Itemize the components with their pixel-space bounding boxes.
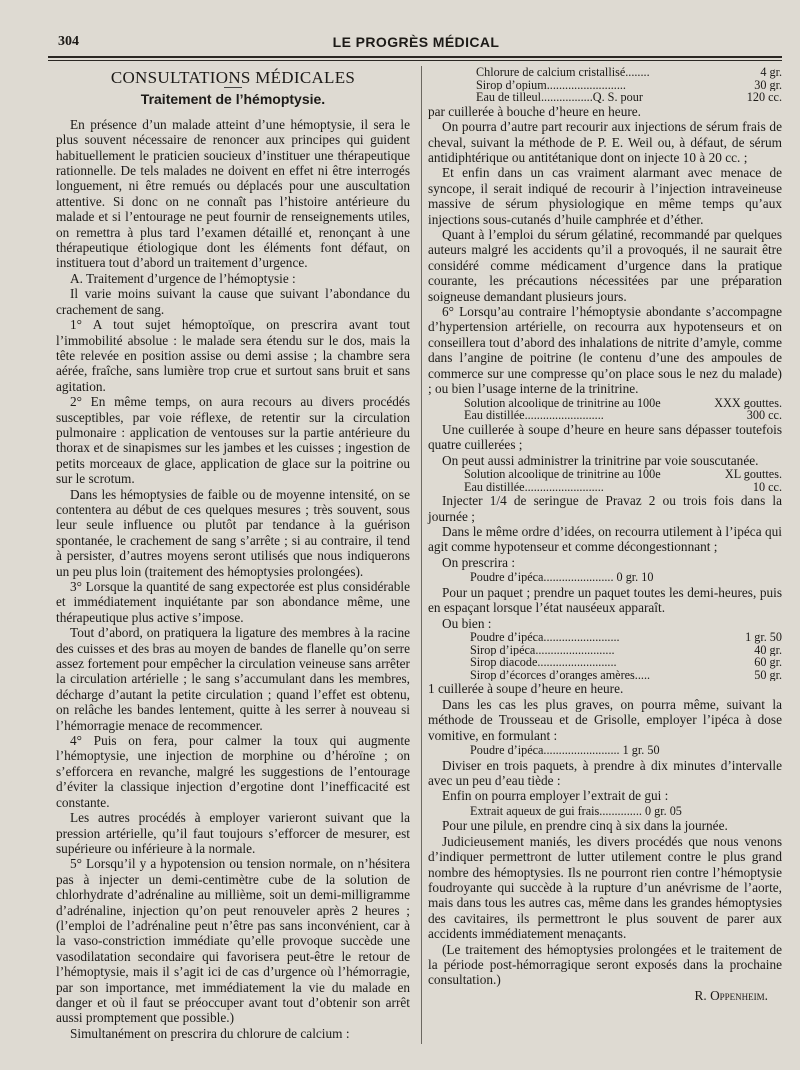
paragraph: Diviser en trois paquets, à prendre à dix minutes d’intervalle avec un peu d’eau tiède : bbox=[428, 757, 782, 788]
header-rule-thin bbox=[48, 60, 782, 61]
prescription-block bbox=[470, 631, 782, 681]
paragraph: Et enfin dans un cas vraiment alarmant avec menace de syncope, il serait indiqué de recourir à l’injection intraveineuse massive de sérum physiologique en même temps qu’aux injections sous-cutanés d’huile camphrée et d’éther. bbox=[428, 165, 782, 227]
prescription-line: Poudre d’ipéca......................... 1 gr. 50 bbox=[470, 742, 660, 757]
section-title: CONSULTATIONS MÉDICALES bbox=[110, 68, 356, 87]
prescription-line: Sirop d’opium.......................... 30 gr. bbox=[476, 78, 782, 92]
paragraph: Enfin on pourra employer l’extrait de gui : bbox=[442, 788, 669, 804]
paragraph: 6° Lorsqu’au contraire l’hémoptysie abondante s’accompagne d’hypertension artérielle, on recourra aux hypotenseurs et on conseillera tout d’abord des inhalations de nitrite d’amyle, comme dans l’angine de poitrine (le contenu d’une des ampoules de commerce sur une compresse qu’on place sous le nez du malade) ; ou bien l’usage interne de la trinitrine. bbox=[428, 304, 782, 397]
prescription-line: Poudre d’ipéca......................... 1 gr. 50 bbox=[470, 630, 782, 644]
paragraph: Tout d’abord, on pratiquera la ligature des membres à la racine des cuisses et des bras au moyen de bandes de flanelle qu’on serre assez fortement pour empêcher la circulation veineuse sans arrêter la circulation artérielle ; le sang s’accumulant dans les membres, décharge d’autant la petite circulation ; quand l’effet est obtenu, on relâche les bandes lentement, quitte à les serrer à nouveau si l’hémorragie menace de recommencer. bbox=[56, 625, 410, 733]
prescription-block bbox=[464, 468, 782, 493]
title-rule bbox=[224, 87, 242, 88]
paragraph: Pour un paquet ; prendre un paquet toutes les demi-heures, puis en espaçant lorsque l’état nauséeux apparaît. bbox=[428, 584, 782, 616]
paragraph: Dans le même ordre d’idées, on recourra utilement à l’ipéca qui agit comme hypotenseur et comme décongestionnant ; bbox=[428, 523, 782, 555]
paragraph: 4° Puis on fera, pour calmer la toux qui augmente l’hémoptysie, une injection de morphine ou d’héroïne ; on s’efforcera en revanche, malgré les suggestions de l’entourage d’éviter la classique injection d’ergotine dont l’inefficacité est constante. bbox=[56, 733, 410, 810]
page-header bbox=[52, 34, 780, 52]
section-heading: A. Traitement d’urgence de l’hémoptysie : bbox=[70, 270, 296, 286]
prescription-line: Sirop d’ipéca.......................... 40 gr. bbox=[470, 643, 782, 657]
paragraph: 1° A tout sujet hémoptoïque, on prescrira avant tout l’immobilité absolue : le malade sera étendu sur le dos, mais la tête relevée en position assise ou demi assise ; la chambre sera aérée, fraîche, sans lumière trop crue et surtout sans bruit et sans agitation. bbox=[56, 317, 410, 394]
paragraph: Judicieusement maniés, les divers procédés que nous venons d’indiquer permettront de lutter utilement contre le plus grand nombre des hémoptysies. Ils ne pourront rien contre l’hémoptysie foudroyante qui succède à la rupture d’un anévrisme de l’aorte, mais dans tous les autres cas, même dans les grandes hémoptysies des cavitaires, ils permettront le plus souvent de parer aux accidents immédiatement menaçants. bbox=[428, 833, 782, 942]
paragraph: 5° Lorsqu’il y a hypotension ou tension normale, on n’hésitera pas à injecter un demi-centimètre cube de la solution de chlorhydrate d’adrénaline au millième, soit un demi-milligramme d’adrénaline, injection qu’on peut renouveler après 2 heures ; (l’emploi de l’adrénaline peut n’être pas sans inconvénient, car à la vaso-constriction immédiate qu’elle provoque succède une vasodilatation secondaire qui favorisera peut-être le retour de l’hémoptysie, mais il s’agit ici de cas d’urgence où l’hémorragie, par son importance, met immédiatement la vie du malade en danger et où il faut se préoccuper avant tout d’obtenir son arrêt aussi promptement que possible.) bbox=[56, 856, 410, 1026]
right-column bbox=[428, 66, 782, 1003]
prescription-line: Eau distillée.......................... 10 cc. bbox=[464, 480, 782, 494]
paragraph: Pour une pilule, en prendre cinq à six dans la journée. bbox=[442, 818, 728, 834]
closing-note bbox=[428, 942, 782, 988]
prescription-line: Eau de tilleul.................Q. S. pour 120 cc. bbox=[476, 91, 782, 104]
paragraph: Dans les cas les plus graves, on pourra même, suivant la méthode de Trousseau et de Grisolle, employer l’ipéca à dose vomitive, en formulant : bbox=[428, 696, 782, 743]
paragraph: Ou bien : bbox=[442, 615, 492, 631]
paragraph: Il varie moins suivant la cause que suivant l’abondance du crachement de sang. bbox=[56, 286, 410, 317]
prescription-line: Solution alcoolique de trinitrine au 100e XL gouttes. bbox=[464, 467, 782, 481]
paragraph: 3° Lorsque la quantité de sang expectorée est plus considérable et immédiatement inquiétante par son abondance même, une thérapeutique plus active s’impose. bbox=[56, 579, 410, 625]
prescription-line: Solution alcoolique de trinitrine au 100e XXX gouttes. bbox=[464, 396, 782, 410]
journal-title: LE PROGRÈS MÉDICAL bbox=[332, 34, 500, 50]
prescription-line: Poudre d’ipéca....................... 0 gr. 10 bbox=[470, 570, 654, 585]
paragraph: Dans les hémoptysies de faible ou de moyenne intensité, on se contentera au début de ces quelques mesures ; très souvent, sous leur seule influence ou plutôt par tendance à la guérison spontanée, le crachement de sang s’arrête ; si au contraire, il tend à persister, d’autres moyens seront utilisés que nous indiquerons un peu plus loin (traitement des hémoptysies prolongées). bbox=[56, 486, 410, 579]
author-name: R. Oppenheim. bbox=[694, 987, 768, 1003]
prescription-line: Chlorure de calcium cristallisé........ 4 gr. bbox=[476, 66, 782, 79]
paragraph: 2° En même temps, on aura recours au divers procédés susceptibles, par voie réflexe, de retentir sur la circulation pulmonaire : application de ventouses sur la partie antérieure du thorax et de sinapismes sur les jambes et les cuisses ; ingestion de petits morceaux de glace, application de glace sur la poitrine ou sur le scrotum. bbox=[56, 394, 410, 487]
paragraph: Injecter 1/4 de seringue de Pravaz 2 ou trois fois dans la journée ; bbox=[428, 493, 782, 524]
paragraph: Simultanément on prescrira du chlorure de calcium : bbox=[70, 1025, 350, 1041]
prescription-line: Extrait aqueux de gui frais.............. 0 gr. 05 bbox=[470, 803, 682, 818]
page-number: 304 bbox=[58, 34, 79, 49]
column-divider bbox=[421, 66, 422, 1044]
header-rule bbox=[48, 56, 782, 58]
signature-line bbox=[428, 988, 782, 1003]
prescription-block bbox=[476, 66, 782, 104]
paragraph: En présence d’un malade atteint d’une hémoptysie, il sera le plus souvent nécessaire de renoncer aux principes qui guident habituellement le praticien soucieux d’instituer une thérapeutique rationnelle. De tels malades ne doivent en effet ni être interrogés longuement, ni être remués ou déplacés pour une auscultation attentive. Si donc on ne connaît pas l’histoire antérieure du malade et si l’entourage ne peut fournir de renseignements utiles, on remettra à plus tard l’examen détaillé et, renonçant à une thérapeutique étiologique dont les éléments font défaut, on instituera tout d’abord un traitement d’urgence. bbox=[56, 116, 410, 271]
prescription-line: Eau distillée.......................... 300 cc. bbox=[464, 409, 782, 422]
paragraph: Quant à l’emploi du sérum gélatiné, recommandé par quelques auteurs malgré les accidents qu’il a provoqués, il ne saurait être considéré comme médicament d’urgence dans la pratique courante, les précautions nécessitées par une préparation soigneuse demandant plusieurs jours. bbox=[428, 227, 782, 304]
paragraph: On prescrira : bbox=[442, 554, 516, 570]
prescription-block bbox=[464, 397, 782, 422]
closing-note-text: (Le traitement des hémoptysies prolongées et le traitement de la période post-hémorragique seront exposés dans la prochaine consultation.) bbox=[428, 941, 782, 988]
dosage-instruction: par cuillerée à bouche d’heure en heure. bbox=[428, 103, 641, 119]
prescription-line: Sirop d’écorces d’oranges amères..... 50 gr. bbox=[470, 668, 782, 682]
dosage-instruction: 1 cuillerée à soupe d’heure en heure. bbox=[428, 681, 624, 697]
paragraph: On pourra d’autre part recourir aux injections de sérum frais de cheval, suivant la méthode de P. E. Weil ou, à défaut, de sérum antidiphtérique ou antitétanique dont on injecte 10 à 20 cc. ; bbox=[428, 119, 782, 165]
paragraph: Les autres procédés à employer varieront suivant que la pression artérielle, qu’il faut toujours s’efforcer de mesurer, est supérieure ou inférieure à la normale. bbox=[56, 810, 410, 856]
left-column bbox=[56, 66, 410, 1041]
paragraph: On peut aussi administrer la trinitrine par voie souscutanée. bbox=[442, 452, 759, 468]
paragraph: Une cuillerée à soupe d’heure en heure sans dépasser toutefois quatre cuillerées ; bbox=[428, 421, 782, 453]
prescription-line: Sirop diacode.......................... 60 gr. bbox=[470, 656, 782, 669]
article-title: Traitement de l’hémoptysie. bbox=[140, 91, 326, 108]
